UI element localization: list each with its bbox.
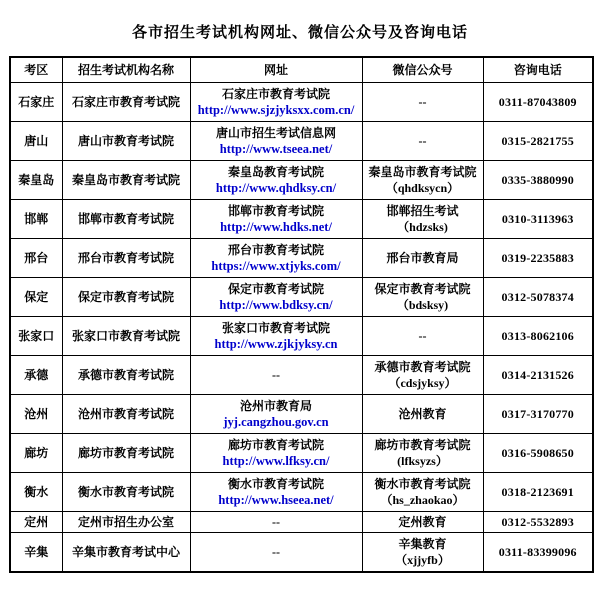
website-name: 邢台市教育考试院 [227,243,324,257]
wechat-line: 定州教育 [398,515,447,529]
website-link[interactable]: http://www.sjzjyksxx.com.cn/ [197,103,355,117]
table-row [10,473,593,512]
website-name: 保定市教育考试院 [227,282,324,296]
website-link[interactable]: http://www.hseea.net/ [218,493,334,507]
wechat-line: 承德市教育考试院 [374,360,471,374]
website-name: -- [272,368,280,382]
website-link[interactable]: https://www.xtjyks.com/ [211,259,341,273]
phone-cell: 0317-3170770 [483,395,593,434]
wechat-line: （hdzsks) [397,220,448,234]
wechat-line: (lfksyzs） [397,454,448,468]
agency-cell: 唐山市教育考试院 [62,122,190,161]
table-header-row [10,57,593,83]
region-cell: 辛集 [10,533,62,573]
phone-cell: 0319-2235883 [483,239,593,278]
agency-cell: 定州市招生办公室 [62,512,190,533]
agency-cell: 保定市教育考试院 [62,278,190,317]
agency-cell: 秦皇岛市教育考试院 [62,161,190,200]
agency-cell: 张家口市教育考试院 [62,317,190,356]
website-link[interactable]: http://www.tseea.net/ [219,142,333,156]
region-cell: 邢台 [10,239,62,278]
wechat-cell [362,356,483,395]
website-cell [190,200,362,239]
region-cell: 秦皇岛 [10,161,62,200]
agency-cell: 邢台市教育考试院 [62,239,190,278]
website-cell [190,278,362,317]
region-cell: 承德 [10,356,62,395]
wechat-line: （hs_zhaokao） [380,493,465,507]
table-row [10,122,593,161]
wechat-line: 廊坊市教育考试院 [374,438,471,452]
wechat-line: （bdsksy) [396,298,449,312]
wechat-line: -- [418,134,427,148]
website-cell [190,533,362,573]
wechat-cell [362,83,483,122]
website-cell [190,356,362,395]
wechat-line: 秦皇岛市教育考试院 [368,165,477,179]
region-cell: 邯郸 [10,200,62,239]
phone-cell: 0312-5078374 [483,278,593,317]
agency-cell: 石家庄市教育考试院 [62,83,190,122]
wechat-line: 邯郸招生考试 [386,204,459,218]
wechat-line: 保定市教育考试院 [374,282,471,296]
phone-cell: 0315-2821755 [483,122,593,161]
region-cell: 定州 [10,512,62,533]
website-name: 秦皇岛教育考试院 [227,165,324,179]
website-name: -- [272,515,280,529]
wechat-cell [362,473,483,512]
region-cell: 保定 [10,278,62,317]
website-cell [190,395,362,434]
table-row [10,161,593,200]
website-link[interactable]: http://www.zjkjyksy.cn [214,337,338,351]
phone-cell: 0311-83399096 [483,533,593,573]
header-website: 网址 [190,57,362,83]
website-name: 邯郸市教育考试院 [227,204,324,218]
website-link[interactable]: http://www.hdks.net/ [220,220,332,234]
website-cell [190,239,362,278]
wechat-cell [362,122,483,161]
website-link[interactable]: http://www.bdksy.cn/ [219,298,333,312]
header-phone: 咨询电话 [483,57,593,83]
website-link[interactable]: jyj.cangzhou.gov.cn [223,415,329,429]
website-cell [190,434,362,473]
wechat-cell [362,434,483,473]
phone-cell: 0313-8062106 [483,317,593,356]
page-title: 各市招生考试机构网址、微信公众号及咨询电话 [131,25,468,41]
institutions-table [9,56,594,573]
region-cell: 衡水 [10,473,62,512]
table-row [10,317,593,356]
wechat-line: 辛集教育 [398,537,447,551]
wechat-cell [362,317,483,356]
website-cell [190,122,362,161]
website-cell [190,83,362,122]
agency-cell: 廊坊市教育考试院 [62,434,190,473]
table-row [10,356,593,395]
agency-cell: 衡水市教育考试院 [62,473,190,512]
phone-cell: 0316-5908650 [483,434,593,473]
phone-cell: 0310-3113963 [483,200,593,239]
website-name: 衡水市教育考试院 [227,477,324,491]
table-row [10,239,593,278]
wechat-line: （qhdksycn） [385,181,460,195]
wechat-line: 邢台市教育局 [386,251,459,265]
region-cell: 廊坊 [10,434,62,473]
agency-cell: 承德市教育考试院 [62,356,190,395]
region-cell: 沧州 [10,395,62,434]
wechat-cell [362,512,483,533]
website-cell [190,512,362,533]
website-name: 沧州市教育局 [239,399,312,413]
website-name: -- [272,545,280,559]
phone-cell: 0335-3880990 [483,161,593,200]
table-row [10,83,593,122]
wechat-line: （cdsjyksy） [388,376,457,390]
table-row [10,278,593,317]
wechat-line: -- [418,329,427,343]
wechat-cell [362,200,483,239]
wechat-cell [362,395,483,434]
agency-cell: 辛集市教育考试中心 [62,533,190,573]
table-row [10,395,593,434]
region-cell: 张家口 [10,317,62,356]
phone-cell: 0314-2131526 [483,356,593,395]
phone-cell: 0311-87043809 [483,83,593,122]
wechat-cell [362,533,483,573]
header-agency: 招生考试机构名称 [62,57,190,83]
phone-cell: 0318-2123691 [483,473,593,512]
phone-cell: 0312-5532893 [483,512,593,533]
table-row [10,434,593,473]
website-name: 张家口市教育考试院 [221,321,330,335]
agency-cell: 邯郸市教育考试院 [62,200,190,239]
wechat-cell [362,278,483,317]
website-name: 唐山市招生考试信息网 [215,126,336,140]
website-link[interactable]: http://www.qhdksy.cn/ [215,181,337,195]
wechat-line: （xjjyfb） [395,553,450,567]
table-row [10,512,593,533]
website-cell [190,161,362,200]
website-name: 石家庄市教育考试院 [221,87,330,101]
region-cell: 石家庄 [10,83,62,122]
wechat-cell [362,161,483,200]
wechat-line: 沧州教育 [398,407,447,421]
region-cell: 唐山 [10,122,62,161]
website-cell [190,317,362,356]
header-region: 考区 [10,57,62,83]
wechat-line: 衡水市教育考试院 [374,477,471,491]
website-name: 廊坊市教育考试院 [227,438,324,452]
website-cell [190,473,362,512]
website-link[interactable]: http://www.lfksy.cn/ [222,454,330,468]
agency-cell: 沧州市教育考试院 [62,395,190,434]
table-row [10,200,593,239]
wechat-cell [362,239,483,278]
table-body [10,83,593,573]
wechat-line: -- [418,95,427,109]
table-row [10,533,593,573]
header-wechat: 微信公众号 [362,57,483,83]
